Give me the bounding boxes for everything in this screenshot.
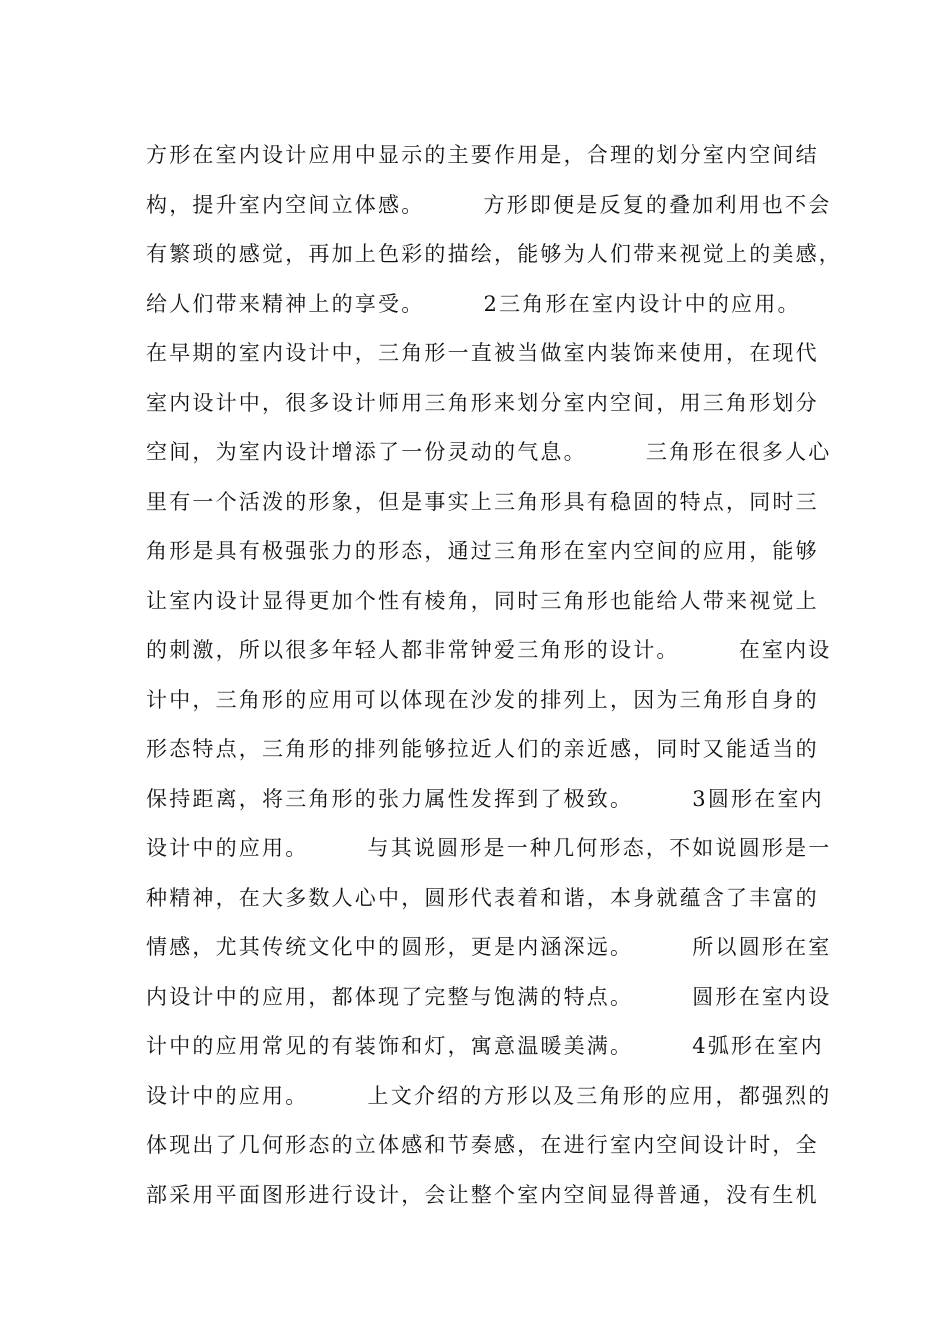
text-line: 角形是具有极强张力的形态，通过三角形在室内空间的应用，能够 (146, 539, 819, 563)
text-line: 设计中的应用。 与其说圆形是一种几何形态，不如说圆形是一 (146, 836, 832, 860)
text-line: 设计中的应用。 上文介绍的方形以及三角形的应用，都强烈的 (146, 1083, 832, 1108)
text-line: 给人们带来精神上的享受。 2三角形在室内设计中的应用。 (146, 291, 801, 316)
text-line: 有繁琐的感觉，再加上色彩的描绘，能够为人们带来视觉上的美感， (146, 242, 842, 266)
text-line: 计中，三角形的应用可以体现在沙发的排列上，因为三角形自身的 (146, 687, 819, 712)
text-line: 的刺激，所以很多年轻人都非常钟爱三角形的设计。 在室内设 (146, 638, 832, 662)
text-line: 形态特点，三角形的排列能够拉近人们的亲近感，同时又能适当的 (146, 737, 819, 761)
text-line: 保持距离，将三角形的张力属性发挥到了极致。 3圆形在室内 (146, 786, 824, 811)
text-line: 计中的应用常见的有装饰和灯，寓意温暖美满。 4弧形在室内 (146, 1034, 824, 1058)
text-line: 部采用平面图形进行设计，会让整个室内空间显得普通，没有生机 (146, 1182, 819, 1207)
text-line: 方形在室内设计应用中显示的主要作用是，合理的划分室内空间结 (146, 143, 819, 167)
text-line: 情感，尤其传统文化中的圆形，更是内涵深远。 所以圆形在室 (146, 935, 832, 959)
body-text (146, 131, 842, 1220)
text-line: 让室内设计显得更加个性有棱角，同时三角形也能给人带来视觉上 (146, 588, 819, 613)
text-line: 室内设计中，很多设计师用三角形来划分室内空间，用三角形划分 (146, 390, 819, 415)
text-line: 种精神，在大多数人心中，圆形代表着和谐，本身就蕴含了丰富的 (146, 885, 819, 910)
text-line: 空间，为室内设计增添了一份灵动的气息。 三角形在很多人心 (146, 440, 832, 464)
text-line: 构，提升室内空间立体感。 方形即便是反复的叠加利用也不会 (146, 192, 832, 217)
text-line: 体现出了几何形态的立体感和节奏感，在进行室内空间设计时，全 (146, 1133, 819, 1157)
text-line: 在早期的室内设计中，三角形一直被当做室内装饰来使用，在现代 (146, 341, 819, 365)
text-line: 里有一个活泼的形象，但是事实上三角形具有稳固的特点，同时三 (146, 489, 819, 514)
text-line: 内设计中的应用，都体现了完整与饱满的特点。 圆形在室内设 (146, 984, 832, 1009)
